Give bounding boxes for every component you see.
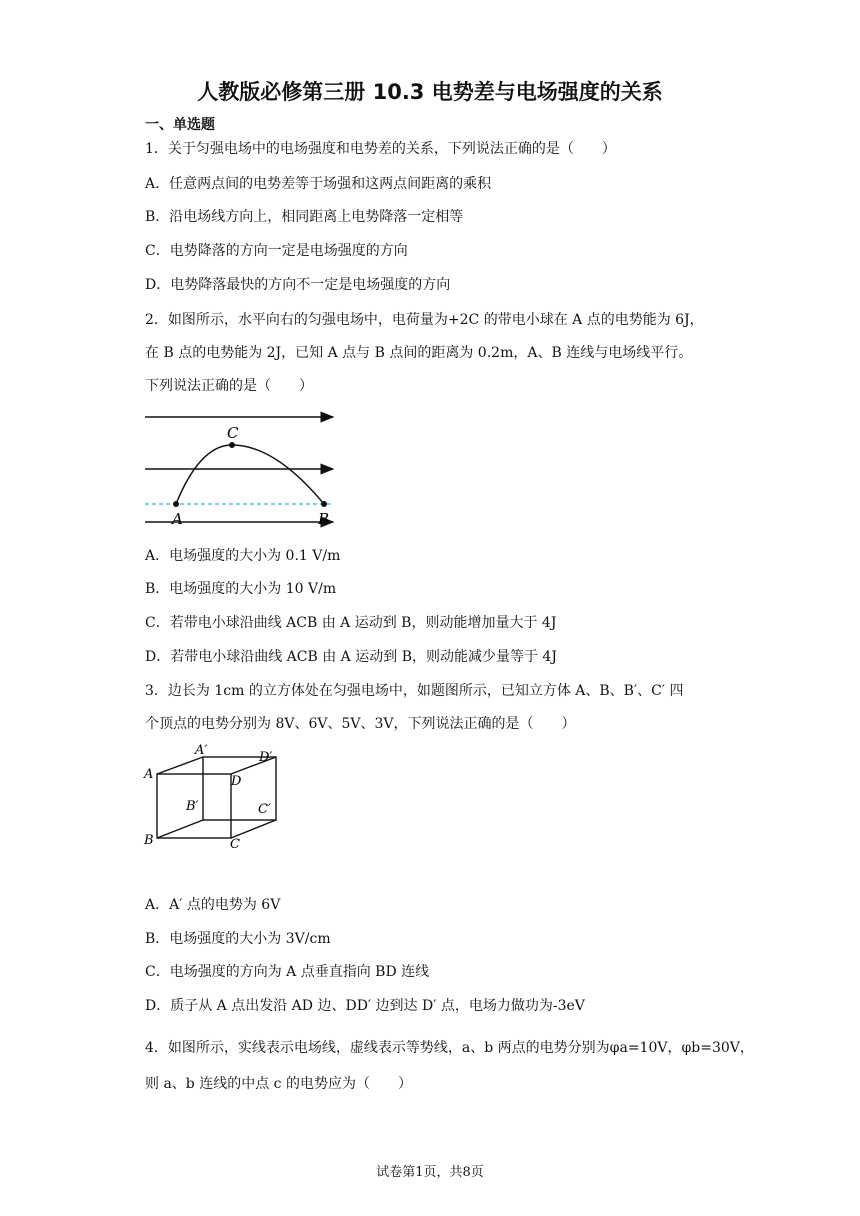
q2-option-c: C．若带电小球沿曲线 ACB 由 A 运动到 B，则动能增加量大于 4J	[145, 615, 557, 631]
label-c: C	[230, 837, 240, 852]
label-cp: C′	[258, 802, 271, 817]
point-b	[321, 501, 327, 507]
page-footer: 试卷第1页，共8页	[376, 1165, 484, 1180]
point-c	[229, 442, 235, 448]
label-dp: D′	[259, 750, 273, 765]
label-a: A	[144, 767, 154, 782]
q3-option-b: B．电场强度的大小为 3V/cm	[145, 931, 331, 947]
q1-stem: 1．关于匀强电场中的电场强度和电势差的关系，下列说法正确的是（ ）	[145, 141, 616, 157]
label-b: B	[318, 510, 330, 528]
q3-stem-line1: 3．边长为 1cm 的立方体处在匀强电场中，如题图所示，已知立方体 A、B、B′、C′ 四	[145, 683, 684, 699]
q3-option-a: A．A′ 点的电势为 6V	[145, 897, 281, 913]
q3-stem-line2: 个顶点的电势分别为 8V、6V、5V、3V，下列说法正确的是（ ）	[145, 716, 576, 732]
page-title: 人教版必修第三册 10.3 电势差与电场强度的关系	[197, 80, 663, 104]
q1-option-b: B．沿电场线方向上，相同距离上电势降落一定相等	[145, 209, 464, 225]
q3-option-c: C．电场强度的方向为 A 点垂直指向 BD 连线	[145, 964, 430, 980]
q2-stem-line3: 下列说法正确的是（ ）	[145, 378, 313, 394]
label-ap: A′	[195, 743, 208, 758]
label-b: B	[144, 833, 154, 848]
q2-stem-line2: 在 B 点的电势能为 2J，已知 A 点与 B 点间的距离为 0.2m，A、B 连线与电场线平行。	[145, 345, 693, 361]
label-bp: B′	[186, 799, 199, 814]
q2-field-figure	[140, 405, 350, 530]
q1-option-a: A．任意两点间的电势差等于场强和这两点间距离的乘积	[145, 176, 492, 192]
section-heading: 一、单选题	[145, 117, 215, 133]
q4-stem-line1: 4．如图所示，实线表示电场线，虚线表示等势线，a、b 两点的电势分别为φa=10V，φb=30V，	[145, 1040, 754, 1056]
q2-stem-line1: 2．如图所示，水平向右的匀强电场中，电荷量为+2C 的带电小球在 A 点的电势能为 6J，	[145, 312, 704, 328]
q3-cube-figure	[140, 740, 285, 852]
label-a: A	[172, 510, 183, 528]
label-c: C	[227, 424, 239, 442]
point-a	[173, 501, 179, 507]
q2-option-a: A．电场强度的大小为 0.1 V/m	[145, 548, 341, 564]
label-d: D	[231, 774, 242, 789]
q3-option-d: D．质子从 A 点出发沿 AD 边、DD′ 边到达 D′ 点，电场力做功为-3eV	[145, 998, 585, 1014]
q4-stem-line2: 则 a、b 连线的中点 c 的电势应为（ ）	[145, 1076, 412, 1092]
acb-curve	[176, 445, 324, 504]
q2-option-b: B．电场强度的大小为 10 V/m	[145, 581, 337, 597]
q1-option-c: C．电势降落的方向一定是电场强度的方向	[145, 243, 408, 259]
q2-option-d: D．若带电小球沿曲线 ACB 由 A 运动到 B，则动能减少量等于 4J	[145, 649, 557, 665]
q1-option-d: D．电势降落最快的方向不一定是电场强度的方向	[145, 277, 451, 293]
